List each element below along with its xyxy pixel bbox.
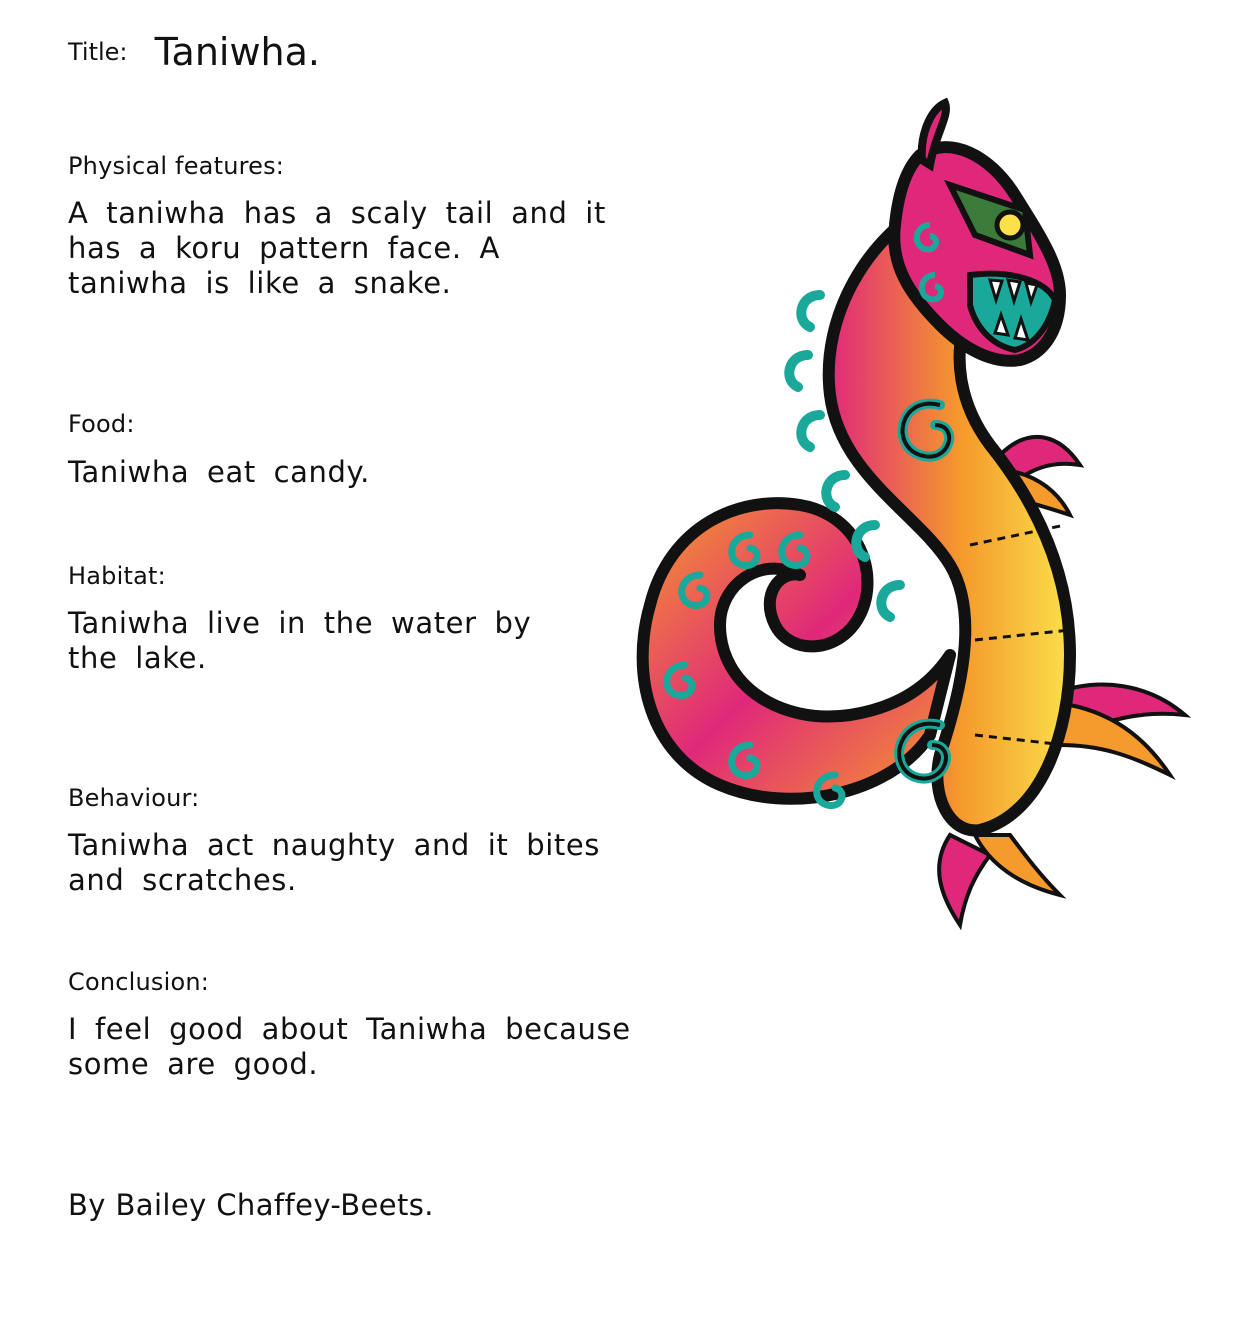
section-label-habitat: Habitat: [68,562,166,590]
text-line: taniwha is like a snake. [68,266,452,300]
text-line: the lake. [68,641,207,675]
section-label-food: Food: [68,410,135,438]
claw-foot [939,835,1060,925]
section-label-conclusion: Conclusion: [68,968,210,996]
text-line: I feel good about Taniwha because [68,1012,631,1046]
text-line: and scratches. [68,863,297,897]
author-byline: By Bailey Chaffey-Beets. [68,1188,434,1222]
taniwha-dragon-illustration [630,95,1200,945]
section-text-behaviour [68,828,600,898]
text-line: Taniwha live in the water by [68,606,532,640]
section-text-conclusion [68,1012,631,1082]
title-label: Title: [68,38,128,66]
title-value: Taniwha. [154,30,321,74]
text-line: some are good. [68,1047,319,1081]
text-line: has a koru pattern face. A [68,231,500,265]
text-line: A taniwha has a scaly tail and it [68,196,606,230]
section-label-behaviour: Behaviour: [68,784,200,812]
section-text-food [68,455,370,490]
section-text-physical-features [68,196,606,301]
eye [997,212,1023,238]
section-text-habitat [68,606,531,676]
text-line: Taniwha eat candy. [68,455,370,489]
section-label-physical-features: Physical features: [68,152,285,180]
title-line [68,30,320,74]
text-line: Taniwha act naughty and it bites [68,828,600,862]
